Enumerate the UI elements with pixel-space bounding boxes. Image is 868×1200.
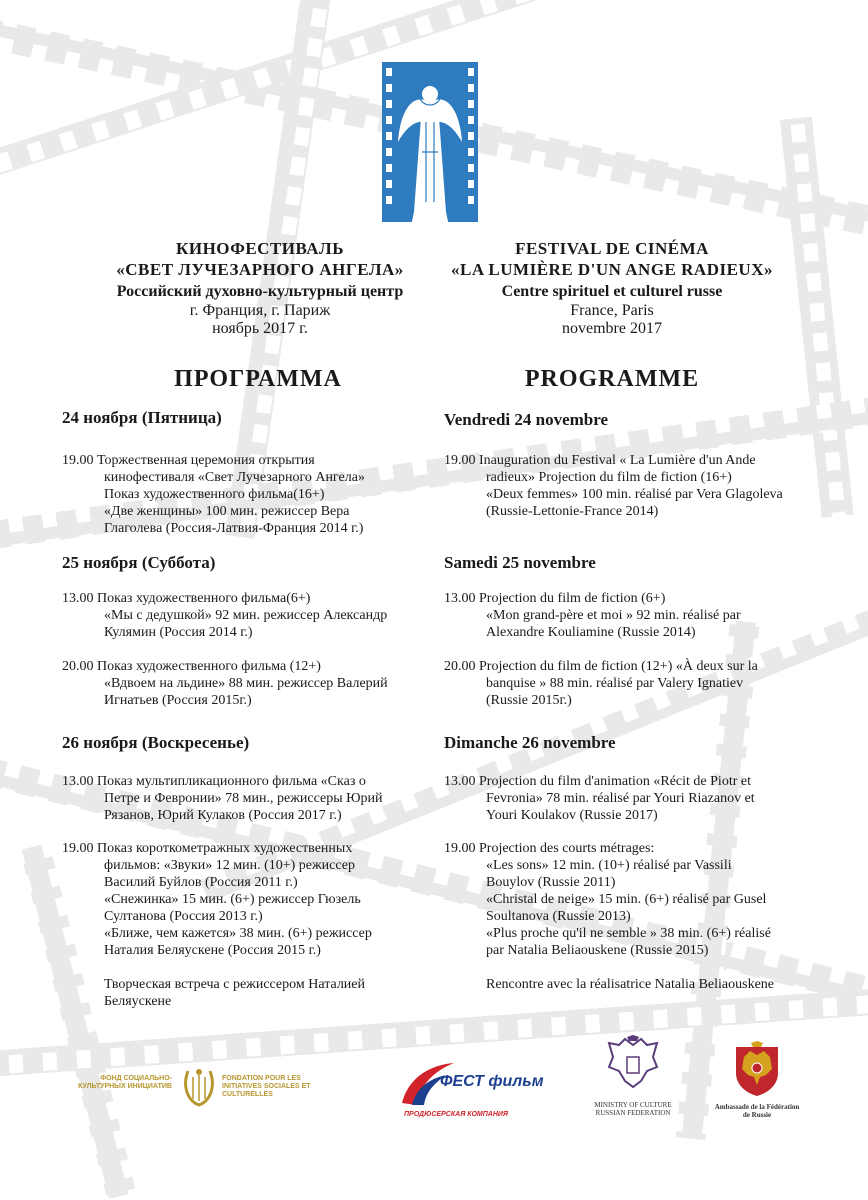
fest-film-logo [398,1055,558,1125]
programme-heading-ru: ПРОГРАММА [174,366,342,392]
russian-coat-of-arms-icon [732,1041,782,1097]
fund-name-ru: ФОНД СОЦИАЛЬНО-КУЛЬТУРНЫХ ИНИЦИАТИВ [78,1075,172,1090]
venue-fr: Centre spirituel et culturel russe [501,283,723,300]
double-headed-eagle-icon [605,1035,661,1093]
event-ru: 20.00 Показ художественного фильма (12+) «Вдвоем на льдине» 88 мин. режиссер Валерий Игнатьев (Россия 2015г.) [62,659,388,708]
lyre-emblem-icon [182,1067,216,1107]
event-ru: 19.00 Торжественная церемония открытия кинофестиваля «Свет Лучезарного Ангела» Показ художественного фильма(16+) «Две женщины» 100 мин. режиссер Вера Глаголева (Россия-Латвия-Франция 2014 г.) [62,453,365,536]
city-ru: г. Франция, г. Париж [189,302,331,319]
day-heading-ru: 24 ноября (Пятница) [62,408,222,427]
event-fr: 13.00 Projection du film de fiction (6+) «Mon grand-père et moi » 92 min. réalisé par Alexandre Kouliamine (Russie 2014) [444,591,741,640]
day-heading-ru: 26 ноября (Воскресенье) [62,733,250,752]
sponsor-logos [0,1035,868,1145]
event-fr: 13.00 Projection du film d'animation «Récit de Piotr et Fevronia» 78 min. réalisé par Youri Riazanov et Youri Koulakov (Russie 2017) [444,774,755,823]
festival-label-fr: FESTIVAL DE CINÉMA [515,239,709,258]
event-fr: 19.00 Inauguration du Festival « La Lumière d'un Ande radieux» Projection du film de fiction (16+) «Deux femmes» 100 min. réalisé par Vera Glagoleva (Russie-Lettonie-France 2014) [444,453,783,519]
event-fr: 20.00 Projection du film de fiction (12+) «À deux sur la banquise » 88 min. réalisé par Valery Ignatiev (Russie 2015г.) [444,659,758,708]
programme-heading-fr: PROGRAMME [524,366,700,392]
festival-title-ru: «СВЕТ ЛУЧЕЗАРНОГО АНГЕЛА» [116,260,404,279]
event-ru: 13.00 Показ художественного фильма(6+) «Мы с дедушкой» 92 мин. режиссер Александр Кулямин (Россия 2014 г.) [62,591,388,640]
day-heading-fr: Vendredi 24 novembre [444,410,609,429]
city-fr: France, Paris [570,302,654,319]
fest-film-name: ФЕСТ фильм [440,1073,544,1090]
event-ru: 19.00 Показ короткометражных художественных фильмов: «Звуки» 12 мин. (10+) режиссер Василий Буйлов (Россия 2011 г.) «Снежинка» 15 мин. (6+) режиссер Гюзель Султанова (Россия 2013 г.) «Ближе, чем кажется» 38 мин. (6+) режиссер Наталия Беляускене (Россия 2015 г.) Творческая встреча с режиссером Наталией Беляускене [62,841,372,1009]
date-fr: novembre 2017 [562,320,662,337]
ministry-name: MINISTRY OF CULTURE RUSSIAN FEDERATION [594,1101,672,1117]
event-ru: 13.00 Показ мультипликационного фильма «Сказ о Петре и Февронии» 78 мин., режиссеры Юрий Рязанов, Юрий Кулаков (Россия 2017 г.) [62,774,383,823]
day-heading-fr: Dimanche 26 novembre [444,733,616,752]
ministry-logo [588,1035,678,1135]
header-ru [80,238,440,338]
day-heading-ru: 25 ноября (Суббота) [62,553,216,572]
festival-title-fr: «LA LUMIÈRE D'UN ANGE RADIEUX» [451,260,773,279]
event-fr: 19.00 Projection des courts métrages: «Les sons» 12 min. (10+) réalisé par Vassili Bouylov (Russie 2011) «Christal de neige» 15 min. (6+) réalisé par Gusel Soultanova (Russie 2013) «Plus proche qu'il ne semble » 38 min. (6+) réalisé par Natalia Beliaouskene (Russie 2015) Rencontre avec la réalisatrice Natalia Beliaouskene [444,841,775,992]
fund-logo [62,1065,332,1115]
embassy-logo [712,1041,802,1141]
embassy-name: Ambassade de la Fédération de Russie [714,1103,800,1119]
fund-name-fr: FONDATION POUR LES INITIATIVES SOCIALES ET CULTURELLES [222,1075,311,1098]
festival-angel-logo [382,62,478,252]
header-fr [432,238,792,338]
day-heading-fr: Samedi 25 novembre [444,553,596,572]
venue-ru: Российский духовно-культурный центр [116,283,404,300]
date-ru: ноябрь 2017 г. [212,320,308,337]
festival-label-ru: КИНОФЕСТИВАЛЬ [176,239,344,258]
fest-film-tag: ПРОДЮСЕРСКАЯ КОМПАНИЯ [404,1111,509,1118]
